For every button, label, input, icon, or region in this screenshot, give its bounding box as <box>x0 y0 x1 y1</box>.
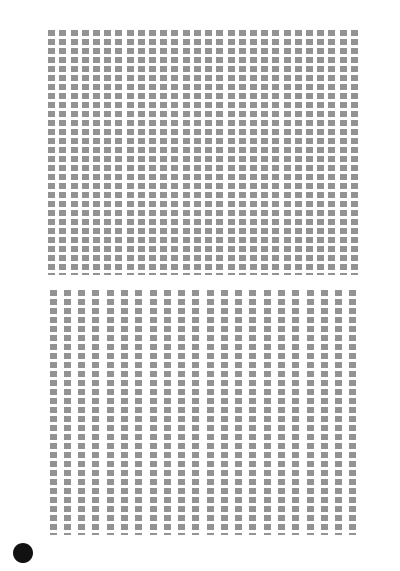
text-line <box>351 30 358 275</box>
text-line <box>264 290 271 535</box>
text-line <box>228 30 235 275</box>
text-line <box>93 30 100 275</box>
text-line <box>92 290 99 535</box>
text-line <box>149 30 156 275</box>
text-line <box>216 30 223 275</box>
text-line <box>306 30 313 275</box>
text-line <box>82 30 89 275</box>
text-line <box>235 290 242 535</box>
text-line <box>115 30 122 275</box>
text-line <box>150 290 157 535</box>
text-line <box>192 290 199 535</box>
text-line <box>171 30 178 275</box>
text-line <box>135 290 142 535</box>
text-line <box>121 290 128 535</box>
text-line <box>307 290 314 535</box>
text-line <box>221 290 228 535</box>
text-line <box>178 290 185 535</box>
text-line <box>239 30 246 275</box>
text-line <box>194 30 201 275</box>
text-line <box>261 30 268 275</box>
text-line <box>207 290 214 535</box>
text-line <box>249 290 256 535</box>
text-line <box>328 30 335 275</box>
upper-text-column <box>46 30 360 275</box>
text-line <box>292 290 299 535</box>
text-line <box>272 30 279 275</box>
text-line <box>104 30 111 275</box>
text-line <box>335 290 342 535</box>
text-line <box>127 30 134 275</box>
text-line <box>250 30 257 275</box>
page-number <box>13 543 33 563</box>
text-line <box>317 30 324 275</box>
text-line <box>295 30 302 275</box>
text-line <box>107 290 114 535</box>
text-line <box>349 290 356 535</box>
text-line <box>138 30 145 275</box>
text-line <box>284 30 291 275</box>
text-line <box>50 290 57 535</box>
text-line <box>321 290 328 535</box>
text-line <box>48 30 55 275</box>
text-line <box>64 290 71 535</box>
text-line <box>160 30 167 275</box>
text-line <box>183 30 190 275</box>
text-line <box>205 30 212 275</box>
text-line <box>71 30 78 275</box>
text-line <box>278 290 285 535</box>
text-line <box>78 290 85 535</box>
text-line <box>340 30 347 275</box>
lower-text-column <box>46 290 360 535</box>
text-line <box>59 30 66 275</box>
text-line <box>164 290 171 535</box>
